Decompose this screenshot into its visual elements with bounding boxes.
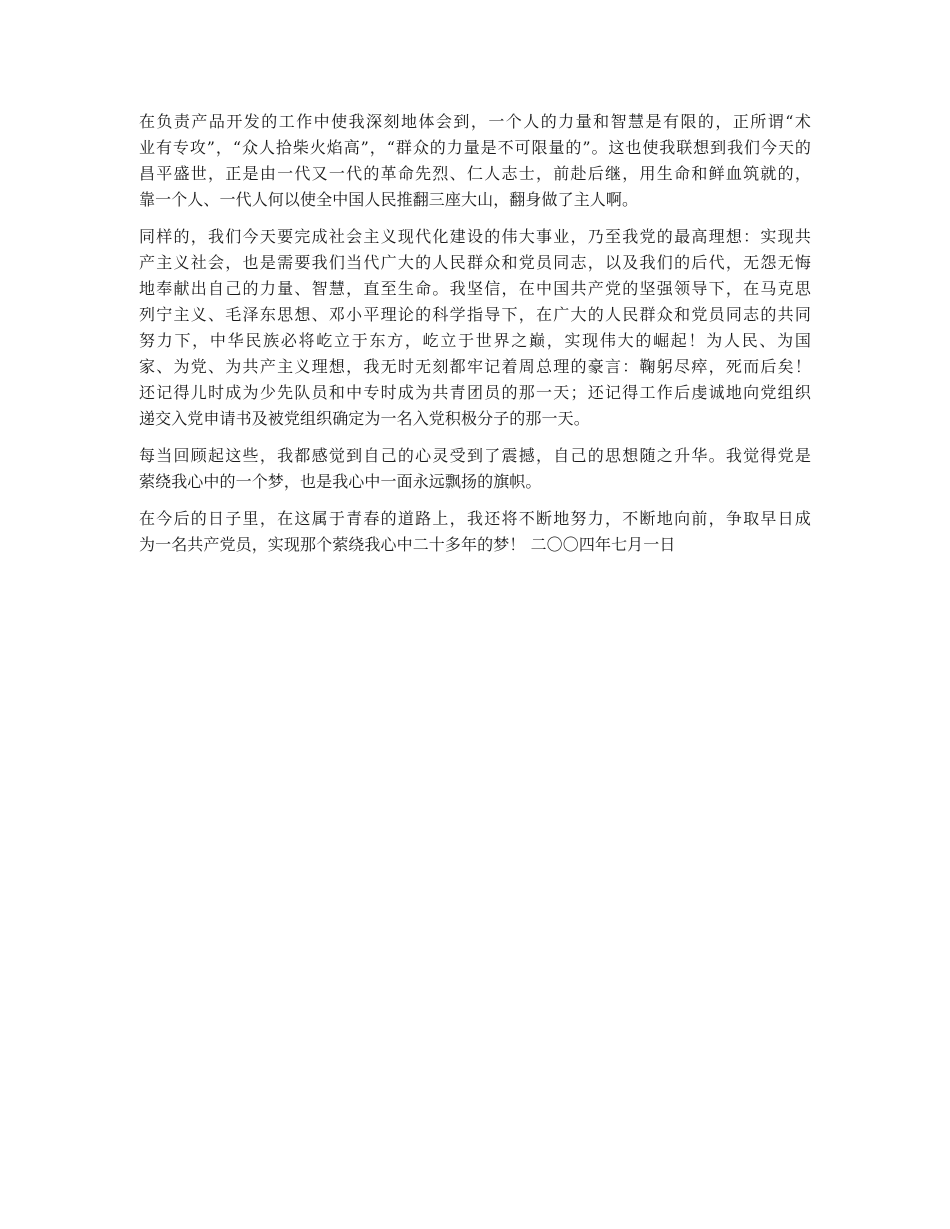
paragraph-line: 业有专攻”，“众人拾柴火焰高”，“群众的力量是不可限量的”。这也使我联想到我们今天的 [139, 138, 811, 157]
paragraph-1 [139, 109, 811, 213]
paragraph-line: 在今后的日子里，在这属于青春的道路上，我还将不断地努力，不断地向前，争取早日成 [139, 509, 811, 528]
paragraph-2 [139, 224, 811, 432]
paragraph-line: 还记得儿时成为少先队员和中专时成为共青团员的那一天；还记得工作后虔诚地向党组织 [139, 383, 811, 402]
paragraph-line: 萦绕我心中的一个梦，也是我心中一面永远飘扬的旗帜。 [139, 472, 542, 491]
paragraph-4 [139, 506, 811, 558]
paragraph-line: 每当回顾起这些，我都感觉到自己的心灵受到了震撼，自己的思想随之升华。我觉得党是 [139, 446, 811, 465]
document-body [139, 109, 811, 569]
paragraph-line: 家、为党、为共产主义理想，我无时无刻都牢记着周总理的豪言：鞠躬尽瘁，死而后矣！ [139, 357, 811, 376]
paragraph-line: 同样的，我们今天要完成社会主义现代化建设的伟大事业，乃至我党的最高理想：实现共 [139, 227, 811, 246]
paragraph-line: 昌平盛世，正是由一代又一代的革命先烈、仁人志士，前赴后继，用生命和鲜血筑就的， [139, 164, 811, 183]
paragraph-3 [139, 443, 811, 495]
paragraph-line: 在负责产品开发的工作中使我深刻地体会到，一个人的力量和智慧是有限的，正所谓“术 [139, 112, 811, 131]
paragraph-line: 产主义社会，也是需要我们当代广大的人民群众和党员同志，以及我们的后代，无怨无悔 [139, 253, 811, 272]
paragraph-line: 列宁主义、毛泽东思想、邓小平理论的科学指导下，在广大的人民群众和党员同志的共同 [139, 305, 811, 324]
paragraph-line: 靠一个人、一代人何以使全中国人民推翻三座大山，翻身做了主人啊。 [139, 190, 639, 209]
paragraph-line: 努力下，中华民族必将屹立于东方，屹立于世界之巅，实现伟大的崛起！为人民、为国 [139, 331, 811, 350]
paragraph-line: 递交入党申请书及被党组织确定为一名入党积极分子的那一天。 [139, 409, 590, 428]
paragraph-line: 地奉献出自己的力量、智慧，直至生命。我坚信，在中国共产党的坚强领导下，在马克思 [139, 279, 811, 298]
paragraph-line: 为一名共产党员，实现那个萦绕我心中二十多年的梦！ 二〇〇四年七月一日 [139, 535, 676, 554]
